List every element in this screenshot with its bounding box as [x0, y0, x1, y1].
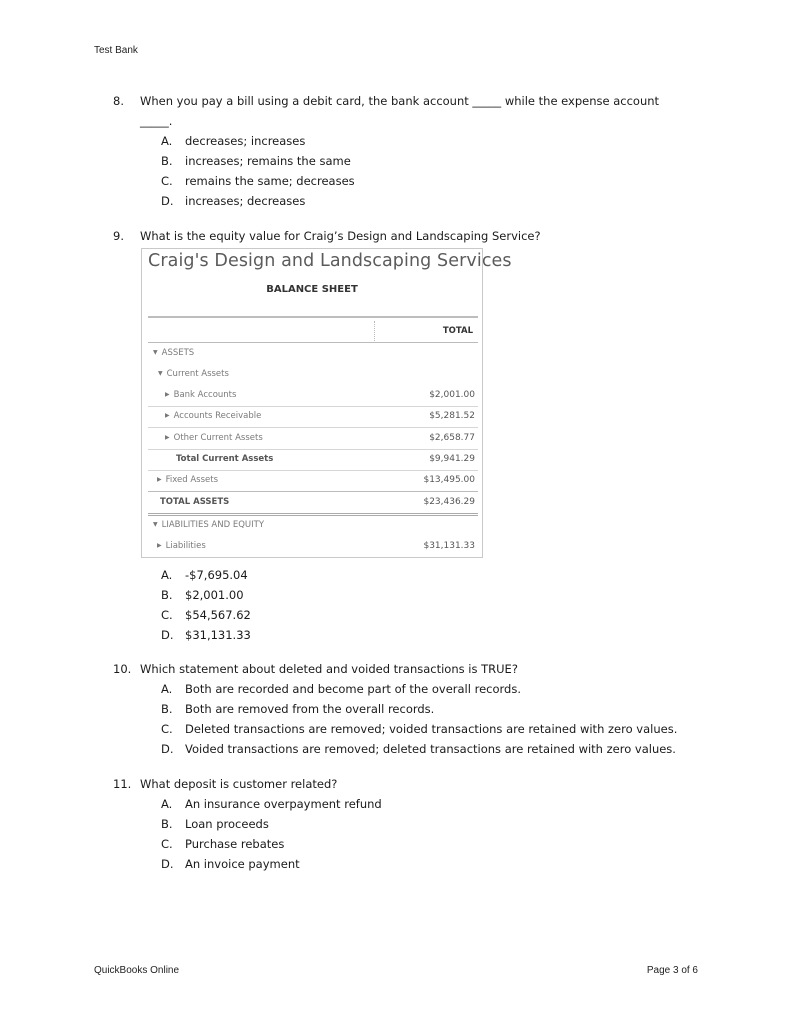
option-d: D. An invoice payment	[161, 857, 300, 871]
question-9	[113, 226, 683, 246]
balance-sheet-figure	[141, 248, 512, 558]
question-text: Which statement about deleted and voided transactions is TRUE?	[140, 662, 518, 676]
option-c: C. Deleted transactions are removed; voided transactions are retained with zero values.	[161, 722, 678, 736]
option-a: A. Both are recorded and become part of the overall records.	[161, 682, 521, 696]
expand-triangle-icon: ▶	[157, 542, 162, 549]
page-header: Test Bank	[94, 45, 138, 56]
option-a: A. -$7,695.04	[161, 568, 248, 582]
row-current-assets: ▼ Current Assets	[158, 369, 229, 379]
report-title: BALANCE SHEET	[266, 284, 358, 295]
row-accounts-receivable: ▶ Accounts Receivable $5,281.52	[148, 406, 478, 428]
options-list	[161, 565, 683, 645]
option-d: D. increases; decreases	[161, 194, 306, 208]
option-a: A. An insurance overpayment refund	[161, 797, 382, 811]
expand-triangle-icon: ▶	[165, 434, 170, 441]
question-number: 9.	[113, 229, 124, 243]
row-liabilities: ▶ Liabilities $31,131.33	[157, 541, 475, 551]
row-other-current-assets: ▶ Other Current Assets $2,658.77	[148, 428, 478, 450]
row-total-assets: TOTAL ASSETS $23,436.29	[148, 491, 478, 516]
expand-triangle-icon: ▶	[157, 476, 162, 483]
option-b: B. $2,001.00	[161, 588, 244, 602]
expand-triangle-icon: ▶	[165, 412, 170, 419]
question-9-options	[113, 565, 683, 645]
collapse-triangle-icon: ▼	[158, 370, 163, 377]
collapse-triangle-icon: ▼	[153, 521, 158, 528]
option-c: C. $54,567.62	[161, 608, 251, 622]
expand-triangle-icon: ▶	[165, 391, 170, 398]
footer-title: QuickBooks Online	[94, 965, 180, 976]
row-liabilities-and-equity: ▼ LIABILITIES AND EQUITY	[153, 520, 265, 530]
option-d: D. Voided transactions are removed; deleted transactions are retained with zero values.	[161, 742, 676, 756]
row-fixed-assets: ▶ Fixed Assets $13,495.00	[157, 475, 475, 485]
row-assets: ▼ ASSETS	[153, 348, 195, 358]
question-11	[113, 774, 683, 874]
option-b: B. Both are removed from the overall records.	[161, 702, 435, 716]
collapse-triangle-icon: ▼	[153, 349, 158, 356]
option-d: D. $31,131.33	[161, 628, 251, 642]
question-10	[113, 659, 683, 759]
row-total-current-assets: Total Current Assets $9,941.29	[148, 449, 478, 471]
options-list	[161, 794, 683, 874]
total-column-header: TOTAL	[442, 326, 473, 336]
option-b: B. Loan proceeds	[161, 817, 269, 831]
question-number: 8.	[113, 94, 124, 108]
option-a: A. decreases; increases	[161, 134, 306, 148]
question-number: 11.	[113, 777, 132, 791]
option-b: B. increases; remains the same	[161, 154, 351, 168]
options-list	[161, 131, 683, 211]
page-number: Page 3 of 6	[646, 965, 698, 976]
option-c: C. Purchase rebates	[161, 837, 285, 851]
question-8	[113, 91, 683, 211]
question-text: When you pay a bill using a debit card, the bank account _____ while the expense account _____.	[140, 94, 660, 128]
row-bank-accounts: ▶ Bank Accounts $2,001.00	[148, 385, 478, 407]
question-text: What is the equity value for Craig’s Design and Landscaping Service?	[140, 229, 541, 243]
column-separator	[374, 321, 375, 343]
question-number: 10.	[113, 662, 132, 676]
options-list	[161, 679, 683, 759]
divider	[148, 316, 478, 318]
option-c: C. remains the same; decreases	[161, 174, 355, 188]
question-text: What deposit is customer related?	[140, 777, 338, 791]
company-name: Craig's Design and Landscaping Services	[148, 251, 512, 271]
